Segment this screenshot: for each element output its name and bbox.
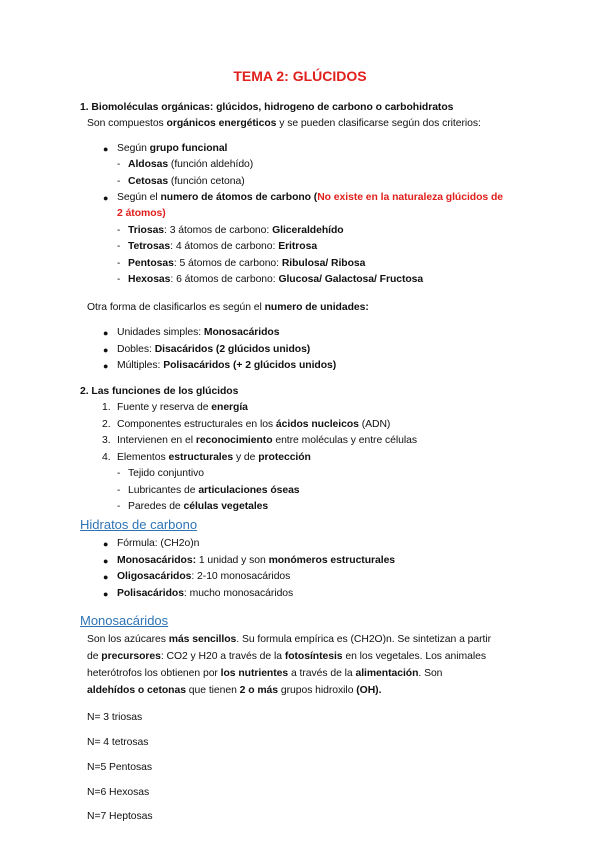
hidratos-monosacaridos: Monosacáridos: 1 unidad y son monómeros estructurales (117, 555, 396, 566)
list-number: 1. (102, 402, 111, 413)
hidratos-oligosacaridos: Oligosacáridos: 2-10 monosacáridos (117, 571, 291, 582)
n5-pentosas: N=5 Pentosas (87, 762, 152, 773)
bullet-icon: ● (103, 361, 109, 371)
monosacaridos-heading: Monosacáridos (80, 613, 169, 628)
item-pentosas: Pentosas: 5 átomos de carbono: Ribulosa/ Ribosa (128, 258, 366, 269)
mono-paragraph-line3: heterótrofos los obtienen por los nutrientes a través de la alimentación. Son (87, 668, 443, 679)
bullet-icon: ● (103, 345, 109, 355)
hidratos-heading: Hidratos de carbono (80, 517, 198, 532)
unidades-simples: Unidades simples: Monosacáridos (117, 327, 280, 338)
unidades-multiples: Múltiples: Polisacáridos (+ 2 glúcidos unidos) (117, 360, 337, 371)
dash-icon: - (117, 176, 121, 187)
otra-forma-text: Otra forma de clasificarlos es según el numero de unidades: (87, 302, 369, 313)
function-3: Intervienen en el reconocimiento entre moléculas y entre células (117, 435, 418, 446)
page-title: TEMA 2: GLÚCIDOS (233, 68, 367, 84)
item-aldosas: Aldosas (función aldehído) (128, 159, 254, 170)
bullet-icon: ● (103, 556, 109, 566)
section1-intro: Son compuestos orgánicos energéticos y se pueden clasificarse según dos criterios: (87, 118, 481, 129)
list-number: 4. (102, 452, 111, 463)
mono-paragraph-line2: de precursores: CO2 y H20 a través de la fotosíntesis en los vegetales. Los animales (87, 651, 486, 662)
hidratos-polisacaridos: Polisacáridos: mucho monosacáridos (117, 588, 294, 599)
sub-lubricantes: Lubricantes de articulaciones óseas (128, 485, 300, 496)
dash-icon: - (117, 485, 121, 496)
section2-heading: 2. Las funciones de los glúcidos (80, 386, 239, 397)
sub-tejido: Tejido conjuntivo (128, 468, 204, 479)
list-number: 3. (102, 435, 111, 446)
dash-icon: - (117, 501, 121, 512)
list-number: 2. (102, 419, 111, 430)
bullet-icon: ● (103, 572, 109, 582)
item-triosas: Triosas: 3 átomos de carbono: Gliceraldehído (128, 225, 344, 236)
bullet-icon: ● (103, 144, 109, 154)
dash-icon: - (117, 241, 121, 252)
criterion-numero-carbono: Según el numero de átomos de carbono (No existe en la naturaleza glúcidos de (117, 192, 503, 203)
item-hexosas: Hexosas: 6 átomos de carbono: Glucosa/ Galactosa/ Fructosa (128, 274, 424, 285)
n6-hexosas: N=6 Hexosas (87, 787, 150, 798)
sub-paredes: Paredes de células vegetales (128, 501, 269, 512)
dash-icon: - (117, 258, 121, 269)
criterion-note: 2 átomos) (117, 208, 166, 219)
unidades-dobles: Dobles: Disacáridos (2 glúcidos unidos) (117, 344, 311, 355)
n3-triosas: N= 3 triosas (87, 712, 143, 723)
function-4: Elementos estructurales y de protección (117, 452, 311, 463)
n7-heptosas: N=7 Heptosas (87, 811, 153, 822)
n4-tetrosas: N= 4 tetrosas (87, 737, 149, 748)
item-cetosas: Cetosas (función cetona) (128, 176, 245, 187)
section1-heading: 1. Biomoléculas orgánicas: glúcidos, hidrogeno de carbono o carbohidratos (80, 102, 454, 113)
bullet-icon: ● (103, 589, 109, 599)
bullet-icon: ● (103, 193, 109, 203)
dash-icon: - (117, 159, 121, 170)
mono-paragraph-line4: aldehídos o cetonas que tienen 2 o más grupos hidroxilo (OH). (87, 685, 382, 696)
function-2: Componentes estructurales en los ácidos nucleicos (ADN) (117, 419, 391, 430)
bullet-icon: ● (103, 328, 109, 338)
criterion-grupo-funcional: Según grupo funcional (117, 143, 228, 154)
hidratos-formula: Fórmula: (CH2o)n (117, 538, 200, 549)
dash-icon: - (117, 468, 121, 479)
dash-icon: - (117, 225, 121, 236)
dash-icon: - (117, 274, 121, 285)
item-tetrosas: Tetrosas: 4 átomos de carbono: Eritrosa (128, 241, 318, 252)
function-1: Fuente y reserva de energía (117, 402, 248, 413)
bullet-icon: ● (103, 539, 109, 549)
mono-paragraph-line1: Son los azúcares más sencillos. Su formula empírica es (CH2O)n. Se sintetizan a partir (87, 634, 492, 645)
